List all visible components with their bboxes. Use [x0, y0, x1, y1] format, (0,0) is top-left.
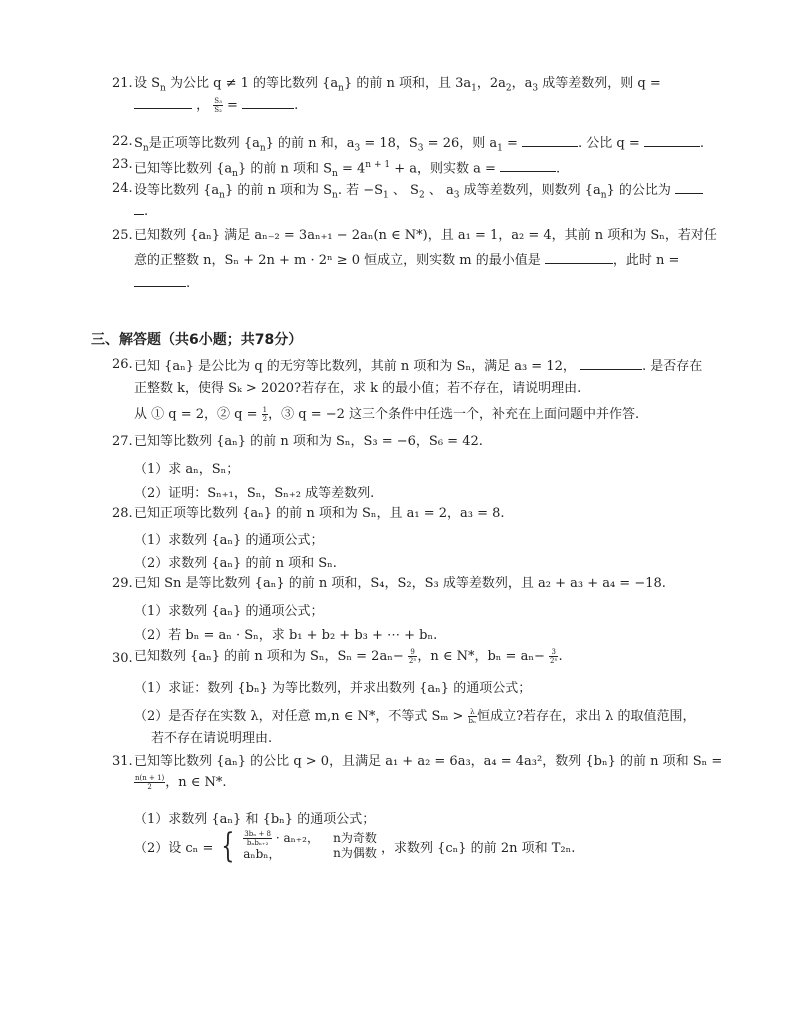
q27-sub2: （2）证明：Sₙ₊₁，Sₙ，Sₙ₊₂ 成等差数列.: [134, 486, 375, 501]
piecewise-brace-icon: {: [221, 826, 235, 866]
q24-text: } 的前 n 项和为 S: [224, 183, 333, 198]
q26-half-den: 2: [262, 415, 268, 423]
q24-sub: 1: [383, 190, 389, 201]
q25-number: 25.: [112, 228, 133, 243]
q25-text: 意的正整数 n，Sₙ + 2n + m · 2ⁿ ≥ 0 恒成立，则实数 m 的最小值是: [134, 253, 541, 268]
q23-text: 已知等比数列 {a: [134, 161, 233, 177]
q25-line2: [134, 251, 679, 269]
q28-number: 28.: [112, 506, 133, 521]
q22-answer-blank-2[interactable]: [644, 134, 700, 147]
q22-text: = 18，S: [360, 136, 418, 151]
q21-number: 21.: [112, 76, 133, 91]
q31-sn-fraction: [134, 774, 165, 791]
q21-answer-blank-1[interactable]: [134, 96, 192, 109]
q22-text: S: [134, 136, 143, 151]
q24-number: 24.: [112, 181, 133, 196]
q29-number: 29.: [112, 576, 133, 591]
q22-text: . 公比 q =: [578, 136, 640, 151]
q22-text: = 26，则 a: [423, 136, 498, 151]
q31-piece1-num: 3bₙ + 8: [244, 830, 271, 838]
q30-number: 30.: [112, 651, 133, 666]
q21-sub: n: [160, 83, 166, 94]
q28-line1: 已知正项等比数列 {aₙ} 的前 n 项和为 Sₙ，且 a₁ = 2，a₃ = 8.: [134, 506, 505, 521]
q22-sub: n: [259, 143, 266, 154]
q22-text: } 的前 n 和，a: [265, 136, 355, 151]
q31-f-den: 2: [147, 783, 152, 791]
q21-line2: ， $\frac{\text{S₃}}{\text{S₂}}$ = .: [134, 96, 298, 114]
q31-piecewise: [243, 830, 319, 862]
q31-text: （2）设 cₙ =: [134, 840, 214, 856]
q23-text: = 4: [337, 161, 366, 177]
q24-sub: n: [332, 190, 338, 201]
q23-line1: [134, 157, 560, 182]
q31-piece-2: aₙbₙ，: [243, 847, 281, 861]
q21-sub: n: [338, 83, 344, 94]
q21-end: .: [294, 98, 299, 113]
q24-line1: [134, 181, 703, 204]
q24-text: . 若 −S: [337, 183, 384, 198]
q22-text: 是正项等比数列 {a: [148, 136, 260, 151]
q26-text: 已知 {aₙ} 是公比为 q 的无穷等比数列，其前 n 项和为 Sₙ，满足 a₃ = 12，: [134, 359, 576, 374]
q25-answer-blank-2[interactable]: [134, 274, 186, 287]
q24-text: } 的公比为: [606, 183, 671, 198]
q26-text: 从 ① q = 2，② q =: [134, 407, 258, 422]
q23-sub: n: [332, 168, 338, 179]
q24-text: 、 S: [388, 183, 419, 198]
q30-f1-num: 9: [408, 648, 417, 657]
q29-sub1: （1）求数列 {aₙ} 的通项公式；: [134, 604, 324, 619]
q30-f1-den: 2ⁿ: [408, 657, 417, 665]
q31-piece1-tail: · aₙ₊₂，: [275, 831, 319, 845]
q22-number: 22.: [112, 134, 133, 149]
q26-line3: [134, 406, 639, 423]
q28-sub2: （2）求数列 {aₙ} 的前 n 项和 Sₙ.: [134, 556, 337, 571]
q31-line2: [134, 774, 227, 791]
q26-condition-blank[interactable]: [580, 357, 642, 370]
q26-line2: 正整数 k，使得 Sₖ > 2020?若存在，求 k 的最小值；若不存在，请说明理由.: [134, 381, 582, 396]
q31-text: ，求数列 {cₙ} 的前 2n 项和 T₂ₙ.: [380, 840, 576, 856]
q31-piece1-fraction: [243, 830, 272, 847]
q22-sub: 3: [354, 143, 361, 154]
q21-frac-den: S₂: [214, 106, 222, 114]
q23-number: 23.: [112, 157, 133, 172]
q21-text: ，2a: [476, 76, 506, 91]
q25-end: .: [186, 276, 191, 291]
q24-end: .: [144, 204, 149, 219]
q26-number: 26.: [112, 357, 133, 372]
q24-sub: n: [219, 190, 225, 201]
q30-text: （2）是否存在实数 λ，对任意 m,n ∈ N*，不等式 Sₘ >: [134, 709, 464, 724]
q23-sup: n + 1: [365, 160, 391, 170]
q27-number: 27.: [112, 434, 133, 449]
q22-answer-blank-1[interactable]: [522, 134, 578, 147]
q30-f2-den: 2ⁿ: [550, 657, 558, 665]
q21-eq: =: [227, 98, 238, 113]
q30-f3-num: λ: [468, 708, 478, 717]
q24-text: 、 a: [424, 183, 454, 198]
q24-sub: 2: [418, 190, 425, 201]
q24-text: 设等比数列 {a: [134, 183, 220, 198]
q22-line1: [134, 134, 704, 157]
q30-sub2-cont: 若不存在请说明理由.: [151, 731, 273, 746]
q24-text: 成等差数列，则数列 {a: [459, 183, 601, 198]
q27-line1: 已知等比数列 {aₙ} 的前 n 项和为 Sₙ，S₃ = −6，S₆ = 42.: [134, 434, 483, 449]
q26-text: ，③ q = −2 这三个条件中任选一个，补充在上面问题中并作答.: [268, 407, 640, 422]
q31-cond-odd: n为奇数: [333, 831, 377, 845]
q21-frac-num: S₃: [214, 97, 222, 105]
q25-line1: 已知数列 {aₙ} 满足 aₙ₋₂ = 3aₙ₊₁ − 2aₙ(n ∈ N*)，且 a₁ = 1，a₂ = 4，其前 n 项和为 Sₙ，若对任: [134, 228, 717, 243]
q31-cond-even: n为偶数: [333, 846, 377, 860]
q21-text: 成等差数列，则 q =: [538, 76, 661, 91]
q31-sub2: [134, 826, 576, 874]
q25-answer-blank-1[interactable]: [545, 251, 613, 264]
q21-sub: 2: [505, 83, 512, 94]
q26-text: . 是否存在: [642, 359, 703, 374]
q21-sub: 1: [471, 83, 477, 94]
q22-sub: 3: [417, 143, 424, 154]
q31-piece-1: [243, 830, 319, 847]
q30-f2-num: 3: [549, 648, 558, 657]
q22-end: .: [699, 136, 705, 151]
q31-line1: 已知等比数列 {aₙ} 的公比 q > 0，且满足 a₁ + a₂ = 6a₃，a₄ = 4a₃²，数列 {bₙ} 的前 n 项和 Sₙ =: [134, 754, 723, 769]
q30-text: 已知数列 {aₙ} 的前 n 项和为 Sₙ，Sₙ = 2aₙ−: [134, 649, 404, 664]
q30-text: 恒成立?若存在，求出 λ 的取值范围，: [477, 709, 696, 724]
q30-text: ，n ∈ N*，bₙ = aₙ−: [417, 649, 545, 664]
q27-sub1: （1）求 aₙ，Sₙ；: [134, 462, 240, 477]
q21-text: 为公比 q ≠ 1 的等比数列 {a: [165, 76, 339, 91]
q26-half-num: 1: [262, 406, 268, 414]
q30-sub1: （1）求证：数列 {bₙ} 为等比数列，并求出数列 {aₙ} 的通项公式；: [134, 681, 532, 696]
q23-end: .: [556, 161, 561, 177]
q23-text: } 的前 n 项和 S: [237, 161, 333, 177]
q31-f-num: n(n + 1): [135, 774, 165, 782]
q25-text: ，此时 n =: [612, 253, 680, 268]
q29-line1: 已知 Sn 是等比数列 {aₙ} 的前 n 项和，S₄，S₂，S₃ 成等差数列，且 a₂ + a₃ + a₄ = −18.: [134, 576, 666, 591]
q28-sub1: （1）求数列 {aₙ} 的通项公式；: [134, 533, 324, 548]
q23-text: + a，则实数 a =: [390, 161, 496, 177]
q29-sub2: （2）若 bₙ = aₙ · Sₙ，求 b₁ + b₂ + b₃ + ⋯ + bₙ.: [134, 628, 438, 643]
q21-answer-blank-2[interactable]: [242, 96, 294, 109]
q21-sub: 3: [532, 83, 539, 94]
q24-answer-blank[interactable]: [675, 181, 703, 194]
q26-line1: [134, 357, 702, 375]
q23-sub: n: [232, 168, 238, 179]
q31-conditions: [333, 831, 377, 861]
q21-text: 设 S: [134, 76, 161, 91]
q31-number: 31.: [112, 754, 133, 769]
q31-text: ，n ∈ N*.: [165, 775, 227, 790]
q30-text: .: [558, 649, 563, 664]
q21-text: } 的前 n 项和，且 3a: [343, 76, 472, 91]
q22-sub: n: [142, 143, 149, 154]
q22-sub: 1: [497, 143, 503, 154]
q30-line1: [134, 648, 563, 665]
q30-sub2: [134, 705, 696, 725]
q30-fraction-3: [468, 708, 478, 725]
q23-answer-blank[interactable]: [500, 159, 556, 172]
section-header-solve: 三、解答题（共6小题；共78分）: [91, 332, 303, 348]
q24-answer-blank-cont[interactable]: [134, 202, 144, 215]
q25-line3: [134, 274, 190, 292]
q24-sub: n: [600, 190, 607, 201]
q24-line2: [134, 202, 148, 220]
q31-sub1: （1）求数列 {aₙ} 和 {bₙ} 的通项公式；: [134, 812, 376, 827]
q22-text: =: [502, 136, 518, 151]
q31-piece1-den: bₙbₙ₊₂: [246, 839, 269, 847]
q30-fraction-1: [408, 648, 417, 665]
q30-f3-den: bₙ: [468, 717, 477, 725]
q21-fraction: [213, 97, 223, 114]
q21-line1: [134, 76, 661, 97]
q24-sub: 3: [453, 190, 460, 201]
q21-text: ，a: [511, 76, 533, 91]
